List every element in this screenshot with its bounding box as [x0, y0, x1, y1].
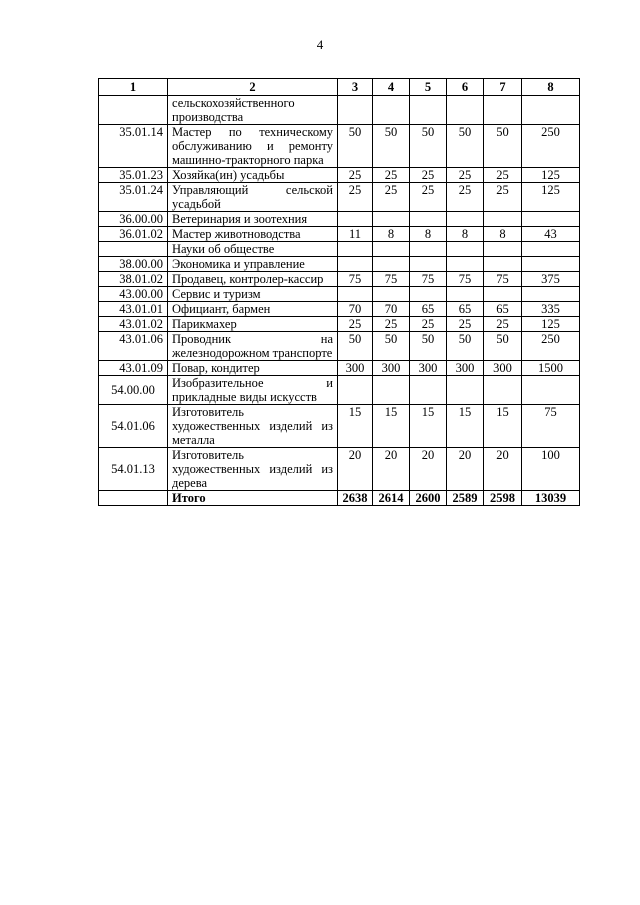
row-name: Изобразительное и прикладные виды искусств: [168, 376, 338, 405]
row-value: 75: [447, 272, 484, 287]
row-value: 75: [373, 272, 410, 287]
table-row: [99, 183, 580, 212]
table-row: [99, 168, 580, 183]
row-value: 300: [484, 361, 522, 376]
row-name: Официант, бармен: [168, 302, 338, 317]
row-code: 54.01.06: [99, 405, 168, 448]
table-row: [99, 332, 580, 361]
row-value: [410, 376, 447, 405]
row-value: [522, 287, 580, 302]
row-name: Повар, кондитер: [168, 361, 338, 376]
row-value: 25: [484, 183, 522, 212]
row-code: 43.01.01: [99, 302, 168, 317]
row-value: 50: [410, 125, 447, 168]
row-value: 20: [447, 448, 484, 491]
total-value: 2614: [373, 491, 410, 506]
header-cell: 1: [99, 79, 168, 96]
row-value: [338, 242, 373, 257]
row-name: Проводник на железнодорожном транспорте: [168, 332, 338, 361]
row-value: 50: [447, 332, 484, 361]
row-value: [373, 376, 410, 405]
row-value: 8: [484, 227, 522, 242]
row-value: 15: [410, 405, 447, 448]
row-value: 75: [484, 272, 522, 287]
row-code: 43.01.02: [99, 317, 168, 332]
total-value: 13039: [522, 491, 580, 506]
row-value: [447, 96, 484, 125]
table-row: [99, 96, 580, 125]
row-value: 25: [373, 183, 410, 212]
total-label: Итого: [168, 491, 338, 506]
row-value: 300: [447, 361, 484, 376]
header-cell: 8: [522, 79, 580, 96]
table-row: [99, 405, 580, 448]
row-value: [522, 212, 580, 227]
row-code: 35.01.24: [99, 183, 168, 212]
row-code: 43.01.09: [99, 361, 168, 376]
row-value: [373, 212, 410, 227]
header-cell: 7: [484, 79, 522, 96]
total-value: 2598: [484, 491, 522, 506]
row-value: 25: [338, 168, 373, 183]
table-row: [99, 376, 580, 405]
row-value: 43: [522, 227, 580, 242]
header-cell: 4: [373, 79, 410, 96]
row-value: [522, 376, 580, 405]
row-value: 1500: [522, 361, 580, 376]
table-row: [99, 212, 580, 227]
row-value: 65: [484, 302, 522, 317]
header-cell: 5: [410, 79, 447, 96]
row-code: [99, 96, 168, 125]
row-code: 35.01.23: [99, 168, 168, 183]
table-row: [99, 125, 580, 168]
row-value: 25: [410, 183, 447, 212]
table-row: [99, 317, 580, 332]
row-value: 25: [447, 317, 484, 332]
row-value: 11: [338, 227, 373, 242]
row-code: 54.00.00: [99, 376, 168, 405]
row-value: 20: [484, 448, 522, 491]
row-value: 250: [522, 332, 580, 361]
row-value: 300: [338, 361, 373, 376]
row-value: 50: [373, 332, 410, 361]
row-value: 25: [484, 317, 522, 332]
row-value: 15: [373, 405, 410, 448]
row-value: 25: [447, 183, 484, 212]
row-name: Изготовитель художественных изделий из металла: [168, 405, 338, 448]
row-value: [410, 287, 447, 302]
row-code: 43.00.00: [99, 287, 168, 302]
row-value: 25: [447, 168, 484, 183]
row-value: [484, 212, 522, 227]
row-value: 25: [410, 168, 447, 183]
row-code: 43.01.06: [99, 332, 168, 361]
row-value: 25: [373, 317, 410, 332]
row-value: [447, 242, 484, 257]
row-code: 35.01.14: [99, 125, 168, 168]
table-row: [99, 257, 580, 272]
table-row: [99, 302, 580, 317]
row-value: 25: [410, 317, 447, 332]
row-value: 75: [522, 405, 580, 448]
row-value: [522, 242, 580, 257]
header-cell: 2: [168, 79, 338, 96]
row-code: 36.00.00: [99, 212, 168, 227]
row-name: Науки об обществе: [168, 242, 338, 257]
row-value: 50: [373, 125, 410, 168]
row-name: Экономика и управление: [168, 257, 338, 272]
row-name: Ветеринария и зоотехния: [168, 212, 338, 227]
row-value: [522, 257, 580, 272]
row-code: 36.01.02: [99, 227, 168, 242]
row-value: 20: [338, 448, 373, 491]
row-value: 125: [522, 317, 580, 332]
row-value: 375: [522, 272, 580, 287]
row-code: [99, 242, 168, 257]
row-value: [447, 376, 484, 405]
row-value: 65: [447, 302, 484, 317]
row-value: 70: [338, 302, 373, 317]
row-value: 20: [410, 448, 447, 491]
row-value: [447, 212, 484, 227]
row-name: Хозяйка(ин) усадьбы: [168, 168, 338, 183]
header-row: [99, 79, 580, 96]
row-value: 20: [373, 448, 410, 491]
row-value: [410, 212, 447, 227]
row-value: [447, 287, 484, 302]
row-value: 15: [338, 405, 373, 448]
row-name: Управляющий сельской усадьбой: [168, 183, 338, 212]
table-row: [99, 287, 580, 302]
row-value: [410, 257, 447, 272]
table-row: [99, 242, 580, 257]
row-value: [484, 376, 522, 405]
row-value: [373, 287, 410, 302]
header-cell: 6: [447, 79, 484, 96]
total-value: 2638: [338, 491, 373, 506]
total-value: 2600: [410, 491, 447, 506]
row-value: 50: [338, 332, 373, 361]
row-value: 300: [373, 361, 410, 376]
row-value: 50: [338, 125, 373, 168]
row-value: [338, 287, 373, 302]
row-name: Изготовитель художественных изделий из дерева: [168, 448, 338, 491]
row-value: 75: [338, 272, 373, 287]
row-value: 125: [522, 168, 580, 183]
row-value: [410, 96, 447, 125]
row-value: 300: [410, 361, 447, 376]
row-value: 8: [373, 227, 410, 242]
row-value: 8: [447, 227, 484, 242]
table-row: [99, 448, 580, 491]
total-value: 2589: [447, 491, 484, 506]
row-value: 25: [373, 168, 410, 183]
row-value: 70: [373, 302, 410, 317]
row-value: 75: [410, 272, 447, 287]
row-name: Мастер животноводства: [168, 227, 338, 242]
row-code: 38.00.00: [99, 257, 168, 272]
row-name: Продавец, контролер-кассир: [168, 272, 338, 287]
header-cell: 3: [338, 79, 373, 96]
row-value: 50: [410, 332, 447, 361]
row-value: 125: [522, 183, 580, 212]
row-value: [484, 242, 522, 257]
row-value: [447, 257, 484, 272]
row-value: 50: [484, 332, 522, 361]
row-value: 250: [522, 125, 580, 168]
row-value: 25: [338, 183, 373, 212]
row-name: Мастер по техническому обслуживанию и ремонту машинно-тракторного парка: [168, 125, 338, 168]
row-value: 25: [338, 317, 373, 332]
data-table: [98, 78, 580, 506]
total-row: [99, 491, 580, 506]
row-value: 65: [410, 302, 447, 317]
row-value: [373, 242, 410, 257]
row-value: [338, 212, 373, 227]
row-value: [338, 257, 373, 272]
table-row: [99, 272, 580, 287]
row-name: Парикмахер: [168, 317, 338, 332]
row-value: [484, 287, 522, 302]
row-value: [410, 242, 447, 257]
row-value: 50: [484, 125, 522, 168]
table-row: [99, 361, 580, 376]
table-row: [99, 227, 580, 242]
row-value: [484, 96, 522, 125]
row-value: [338, 376, 373, 405]
row-value: [373, 257, 410, 272]
row-name: сельскохозяйственного производства: [168, 96, 338, 125]
row-value: [338, 96, 373, 125]
row-value: [522, 96, 580, 125]
row-value: 15: [484, 405, 522, 448]
total-code: [99, 491, 168, 506]
row-value: 25: [484, 168, 522, 183]
row-value: [484, 257, 522, 272]
row-value: 15: [447, 405, 484, 448]
row-value: [373, 96, 410, 125]
row-code: 54.01.13: [99, 448, 168, 491]
row-name: Сервис и туризм: [168, 287, 338, 302]
row-code: 38.01.02: [99, 272, 168, 287]
page-number: 4: [316, 37, 324, 52]
row-value: 8: [410, 227, 447, 242]
row-value: 335: [522, 302, 580, 317]
row-value: 100: [522, 448, 580, 491]
row-value: 50: [447, 125, 484, 168]
